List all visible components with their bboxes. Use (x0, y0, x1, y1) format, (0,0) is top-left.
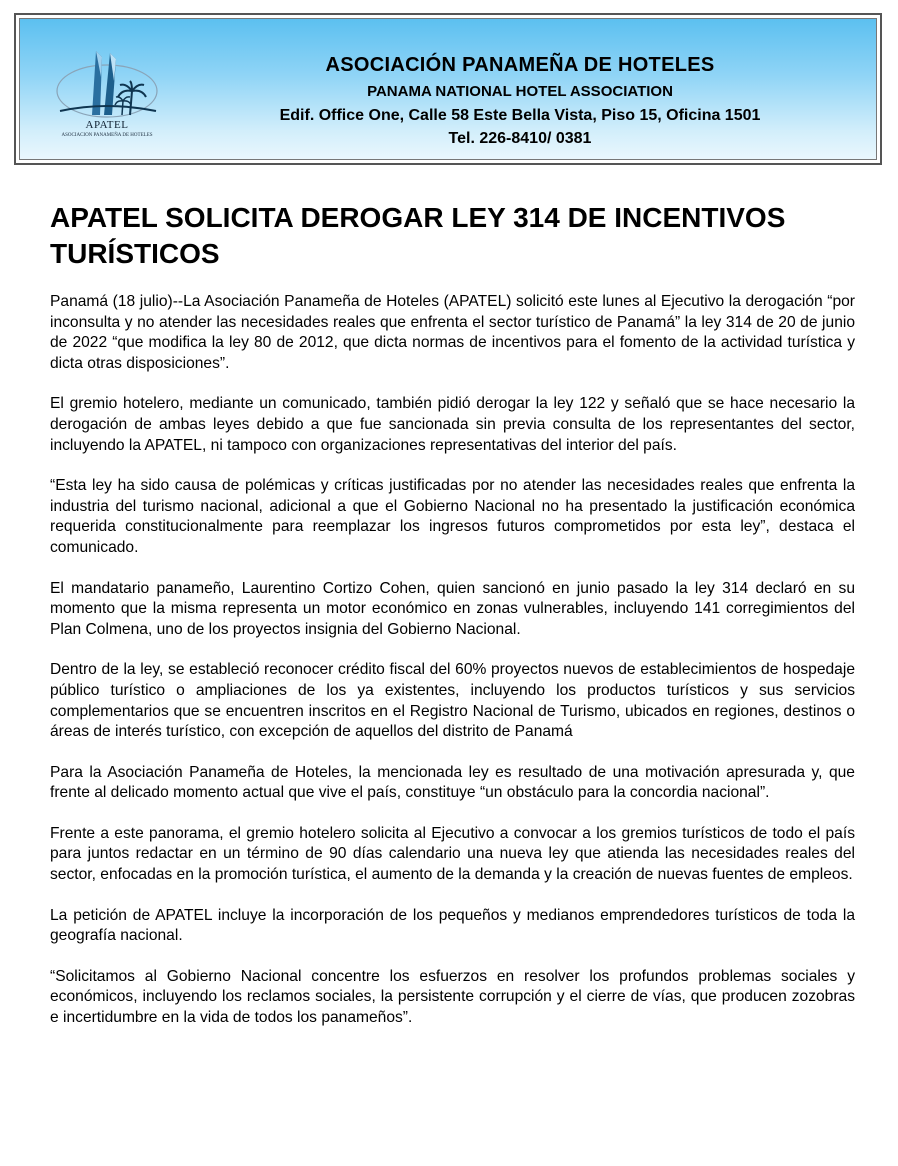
org-phone: Tel. 226-8410/ 0381 (448, 130, 592, 147)
article-body (50, 292, 855, 1049)
org-name: ASOCIACIÓN PANAMEÑA DE HOTELES (325, 54, 715, 76)
logo-name: APATEL (85, 119, 129, 131)
paragraph: El mandatario panameño, Laurentino Cortizo Cohen, quien sancionó en junio pasado la ley 314 declaró en su momento que la misma representa un motor económico en zonas vulnerables, incluyendo 141 corregimientos del Plan Colmena, uno de los proyectos insignia del Gobierno Nacional. (50, 579, 855, 638)
paragraph: Frente a este panorama, el gremio hotelero solicita al Ejecutivo a convocar a los gremios turísticos de todo el país para juntos redactar en un término de 90 días calendario una nueva ley que atienda las necesidades reales del sector, enfocadas en la promoción turística, el aumento de la demanda y la creación de nuevas fuentes de empleos. (50, 824, 855, 884)
article-title: APATEL SOLICITA DEROGAR LEY 314 DE INCENTIVOS TURÍSTICOS (50, 202, 786, 269)
org-name-english: PANAMA NATIONAL HOTEL ASSOCIATION (367, 83, 673, 100)
letterhead (14, 13, 882, 165)
org-address: Edif. Office One, Calle 58 Este Bella Vista, Piso 15, Oficina 1501 (279, 107, 761, 124)
paragraph: El gremio hotelero, mediante un comunicado, también pidió derogar la ley 122 y señaló que se hace necesario la derogación de ambas leyes debido a que fue sancionada sin previa consulta de los representantes del sector, incluyendo la APATEL, ni tampoco con organizaciones representativas del interior del país. (50, 395, 855, 454)
paragraph: Panamá (18 julio)--La Asociación Panameña de Hoteles (APATEL) solicitó este lunes al Ejecutivo la derogación “por inconsulta y no atender las necesidades reales que enfrenta el sector turístico de Panamá” la ley 314 de 20 de junio de 2022 “que modifica la ley 80 de 2012, que dicta normas de incentivos para el fomento de la actividad turística y dicta otras disposiciones”. (50, 293, 855, 372)
logo-subtitle: ASOCIACION PANAMEÑA DE HOTELES (61, 133, 153, 138)
paragraph: Dentro de la ley, se estableció reconocer crédito fiscal del 60% proyectos nuevos de establecimientos de hospedaje público turístico o ampliaciones de los ya existentes, incluyendo los productos turísticos y sus servicios complementarios que se encuentren inscritos en el Registro Nacional de Turismo, ubicados en regiones, destinos o áreas de interés turístico, con excepción de aquellos del distrito de Panamá (50, 661, 855, 741)
apatel-logo (54, 47, 160, 143)
paragraph: La petición de APATEL incluye la incorporación de los pequeños y medianos emprendedores turísticos de toda la geografía nacional. (50, 906, 855, 945)
paragraph: “Solicitamos al Gobierno Nacional concentre los esfuerzos en resolver los profundos problemas sociales y económicos, incluyendo los reclamos sociales, la persistente corrupción y el cierre de vías, que producen zozobras e incertidumbre en la vida de todos los panameños”. (50, 967, 855, 1027)
letterhead-banner (19, 18, 877, 160)
paragraph: Para la Asociación Panameña de Hoteles, la mencionada ley es resultado de una motivación apresurada y, que frente al delicado momento actual que vive el país, constituye “un obstáculo para la concordia nacional”. (50, 763, 855, 802)
paragraph: “Esta ley ha sido causa de polémicas y críticas justificadas por no atender las necesidades reales que enfrenta la industria del turismo nacional, adicional a que el Gobierno Nacional no ha presentado la justificación económica requerida constitucionalmente para reemplazar los ingresos futuros comprometidos por esta ley”, destaca el comunicado. (50, 477, 855, 556)
towers-logo-icon (54, 47, 160, 119)
